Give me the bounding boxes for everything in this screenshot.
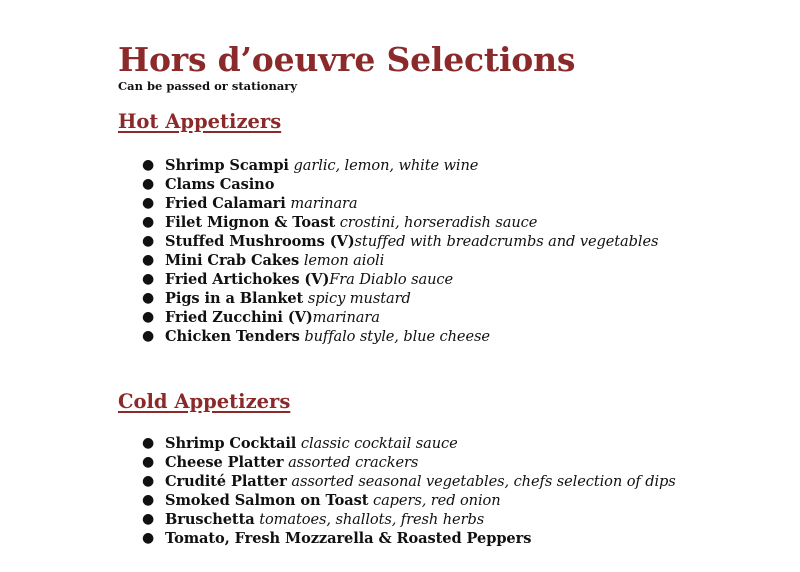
bullet-dot-icon: ● — [142, 454, 155, 470]
list-item — [118, 289, 778, 308]
item-description: crostini, horseradish sauce — [339, 214, 538, 231]
bullet-dot-icon: ● — [142, 290, 155, 306]
item-name: Pigs in a Blanket — [165, 290, 304, 307]
list-item — [118, 251, 778, 270]
item-name: Crudité Platter — [165, 473, 287, 490]
list-item — [118, 472, 778, 491]
item-name: Tomato, Fresh Mozzarella & Roasted Peppers — [165, 530, 532, 547]
bullet-dot-icon: ● — [142, 176, 155, 192]
item-description: assorted seasonal vegetables, chefs selection of dips — [291, 473, 676, 490]
item-name: Fried Zucchini (V) — [165, 309, 313, 326]
bullet-dot-icon: ● — [142, 530, 155, 546]
bullet-dot-icon: ● — [142, 195, 155, 211]
item-description: lemon aioli — [303, 252, 385, 269]
hot-appetizers-list — [118, 156, 778, 346]
item-description: Fra Diablo sauce — [329, 271, 454, 288]
item-name: Chicken Tenders — [165, 328, 300, 345]
page-subtitle: Can be passed or stationary — [118, 79, 298, 93]
list-item — [118, 232, 778, 251]
bullet-dot-icon: ● — [142, 473, 155, 489]
bullet-dot-icon: ● — [142, 214, 155, 230]
menu-document — [118, 40, 778, 548]
list-item — [118, 194, 778, 213]
bullet-dot-icon: ● — [142, 271, 155, 287]
item-description: stuffed with breadcrumbs and vegetables — [354, 233, 659, 250]
page-title: Hors d’oeuvre Selections — [118, 40, 576, 79]
item-name: Filet Mignon & Toast — [165, 214, 336, 231]
item-description: capers, red onion — [373, 492, 501, 509]
item-description: marinara — [290, 195, 358, 212]
section-heading-hot-appetizers: Hot Appetizers — [118, 110, 282, 133]
bullet-dot-icon: ● — [142, 309, 155, 325]
item-name: Fried Artichokes (V) — [165, 271, 330, 288]
list-item — [118, 175, 778, 194]
item-description: spicy mustard — [307, 290, 411, 307]
bullet-dot-icon: ● — [142, 157, 155, 173]
item-description: garlic, lemon, white wine — [293, 157, 479, 174]
bullet-dot-icon: ● — [142, 435, 155, 451]
item-name: Clams Casino — [165, 176, 275, 193]
section-spacer — [118, 346, 778, 389]
item-name: Shrimp Scampi — [165, 157, 289, 174]
item-name: Shrimp Cocktail — [165, 435, 297, 452]
bullet-dot-icon: ● — [142, 511, 155, 527]
item-name: Mini Crab Cakes — [165, 252, 300, 269]
item-name: Smoked Salmon on Toast — [165, 492, 369, 509]
bullet-dot-icon: ● — [142, 252, 155, 268]
list-item — [118, 308, 778, 327]
list-item — [118, 491, 778, 510]
item-description: marinara — [312, 309, 380, 326]
item-description: tomatoes, shallots, fresh herbs — [259, 511, 485, 528]
list-item — [118, 156, 778, 175]
item-description: classic cocktail sauce — [300, 435, 458, 452]
list-item — [118, 270, 778, 289]
section-heading-cold-appetizers: Cold Appetizers — [118, 390, 291, 413]
list-item — [118, 434, 778, 453]
item-name: Bruschetta — [165, 511, 255, 528]
item-description: assorted crackers — [288, 454, 419, 471]
list-item — [118, 453, 778, 472]
list-item — [118, 213, 778, 232]
list-item — [118, 327, 778, 346]
cold-appetizers-list — [118, 434, 778, 548]
item-description: buffalo style, blue cheese — [304, 328, 490, 345]
bullet-dot-icon: ● — [142, 492, 155, 508]
bullet-dot-icon: ● — [142, 233, 155, 249]
list-item — [118, 510, 778, 529]
item-name: Fried Calamari — [165, 195, 286, 212]
item-name: Cheese Platter — [165, 454, 284, 471]
bullet-dot-icon: ● — [142, 328, 155, 344]
item-name: Stuffed Mushrooms (V) — [165, 233, 355, 250]
list-item — [118, 529, 778, 548]
